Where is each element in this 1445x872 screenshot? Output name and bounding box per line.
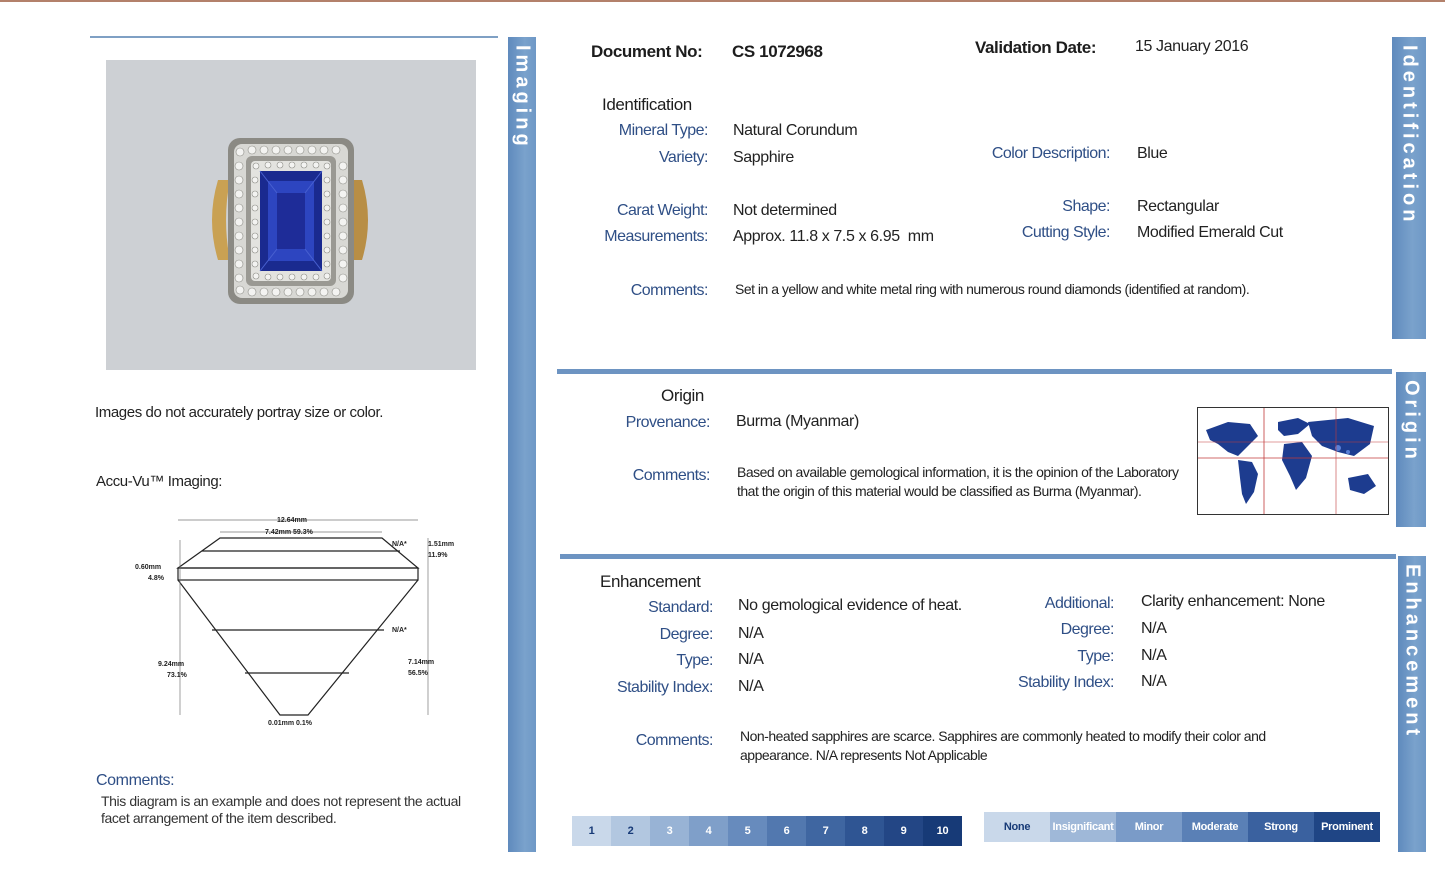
label-girdle: 0.60mm (135, 564, 162, 571)
enhancement-title: Enhancement (600, 572, 701, 591)
additional-degree-value: N/A (1141, 620, 1167, 637)
stability-index-value: N/A (738, 678, 764, 695)
validation-date-label: Validation Date: (975, 38, 1097, 57)
label-pavilion-depth: 7.14mm (408, 659, 435, 666)
label-crown-pct: 11.9% (428, 552, 448, 559)
identification-band-label: Identification (1398, 45, 1421, 226)
degree-step: Minor (1116, 812, 1182, 842)
additional-degree-label: Degree: (1060, 621, 1114, 638)
additional-label: Additional: (1044, 595, 1114, 612)
label-girdle-pct: 4.8% (148, 575, 164, 582)
origin-title: Origin (661, 386, 704, 405)
degree-step: Strong (1248, 812, 1314, 842)
identification-title: Identification (602, 95, 692, 114)
type-value: N/A (738, 651, 764, 668)
label-table: 7.42mm 59.3% (265, 529, 313, 536)
scale-step: 8 (845, 816, 884, 846)
shape-label: Shape: (1062, 198, 1110, 215)
additional-value: Clarity enhancement: None (1141, 593, 1325, 610)
identification-comments-text: Set in a yellow and white metal ring with numerous round diamonds (identified at random). (735, 281, 1250, 297)
label-total-depth-pct: 73.1% (167, 672, 187, 679)
label-culet: 0.01mm 0.1% (268, 720, 312, 727)
color-description-label: Color Description: (991, 145, 1110, 162)
degree-step: None (984, 812, 1050, 842)
degree-scale (984, 812, 1380, 842)
scale-step: 4 (689, 816, 728, 846)
degree-step: Prominent (1314, 812, 1380, 842)
standard-value: No gemological evidence of heat. (738, 597, 962, 614)
imaging-band-label: Imaging (511, 45, 534, 150)
enhancement-divider (560, 554, 1396, 559)
enhancement-comments-text: Non-heated sapphires are scarce. Sapphires are commonly heated to modify their color and appearance. N/A represents Not Applicable (740, 728, 1266, 763)
additional-stability-label: Stability Index: (1017, 674, 1114, 691)
cutting-style-label: Cutting Style: (1021, 224, 1110, 241)
facet-diagram (120, 510, 480, 735)
scale-step: 2 (611, 816, 650, 846)
origin-band (1396, 372, 1426, 527)
enhancement-band-label: Enhancement (1401, 564, 1424, 740)
imaging-band (508, 37, 536, 852)
enhancement-band (1398, 556, 1426, 852)
sapphire-ring-image (106, 60, 476, 370)
document-no-label: Document No: (591, 42, 703, 61)
provenance-value: Burma (Myanmar) (736, 413, 859, 430)
world-map (1197, 407, 1389, 515)
additional-type-value: N/A (1141, 647, 1167, 664)
identification-comments-label: Comments: (630, 282, 708, 299)
ring-photo (106, 60, 476, 370)
enhancement-comments-label: Comments: (635, 732, 713, 749)
identification-band (1392, 37, 1426, 339)
validation-date-value: 15 January 2016 (1135, 38, 1249, 55)
origin-divider (557, 369, 1392, 374)
origin-comments-label: Comments: (632, 467, 710, 484)
scale-step: 7 (806, 816, 845, 846)
label-crown-na: N/A* (392, 541, 407, 548)
imaging-comments-title: Comments: (96, 772, 175, 789)
cutting-style-value: Modified Emerald Cut (1137, 224, 1283, 241)
scale-step: 3 (650, 816, 689, 846)
degree-step: Insignificant (1050, 812, 1116, 842)
carat-weight-value: Not determined (733, 202, 837, 219)
label-pavilion-pct: 56.5% (408, 670, 428, 677)
scale-step: 10 (923, 816, 962, 846)
additional-type-label: Type: (1077, 648, 1114, 665)
carat-weight-label: Carat Weight: (616, 202, 708, 219)
stability-index-label: Stability Index: (616, 679, 713, 696)
origin-comments-text: Based on available gemological information, it is the opinion of the Laboratory that the origin of this material would be classified as Burma (Myanmar). (737, 464, 1179, 499)
document-no-value: CS 1072968 (732, 42, 823, 61)
stability-scale (572, 816, 962, 846)
accuvu-title: Accu-Vu™ Imaging: (96, 473, 223, 490)
left-section-rule (90, 36, 498, 38)
label-pavilion-na: N/A* (392, 627, 407, 634)
scale-step: 9 (884, 816, 923, 846)
variety-value: Sapphire (733, 149, 794, 166)
degree-value: N/A (738, 625, 764, 642)
measurements-label: Measurements: (604, 228, 708, 245)
variety-label: Variety: (658, 149, 708, 166)
origin-band-label: Origin (1400, 380, 1423, 463)
mineral-type-value: Natural Corundum (733, 122, 858, 139)
additional-stability-value: N/A (1141, 673, 1167, 690)
type-label: Type: (676, 652, 713, 669)
shape-value: Rectangular (1137, 198, 1219, 215)
measurements-value: Approx. 11.8 x 7.5 x 6.95 mm (733, 228, 934, 245)
color-description-value: Blue (1137, 145, 1168, 162)
scale-step: 6 (767, 816, 806, 846)
scale-step: 1 (572, 816, 611, 846)
standard-label: Standard: (648, 599, 713, 616)
degree-step: Moderate (1182, 812, 1248, 842)
degree-label: Degree: (659, 626, 713, 643)
world-map-graphic (1198, 408, 1388, 514)
image-disclaimer: Images do not accurately portray size or color. (95, 404, 384, 421)
mineral-type-label: Mineral Type: (618, 122, 708, 139)
scale-step: 5 (728, 816, 767, 846)
top-border (0, 0, 1445, 2)
label-crown-height: 1.51mm (428, 541, 455, 548)
label-total-width: 12.64mm (277, 517, 307, 524)
imaging-comments-text: This diagram is an example and does not represent the actual facet arrangement of the item described. (101, 793, 461, 826)
provenance-label: Provenance: (625, 414, 710, 431)
label-total-depth: 9.24mm (158, 661, 185, 668)
